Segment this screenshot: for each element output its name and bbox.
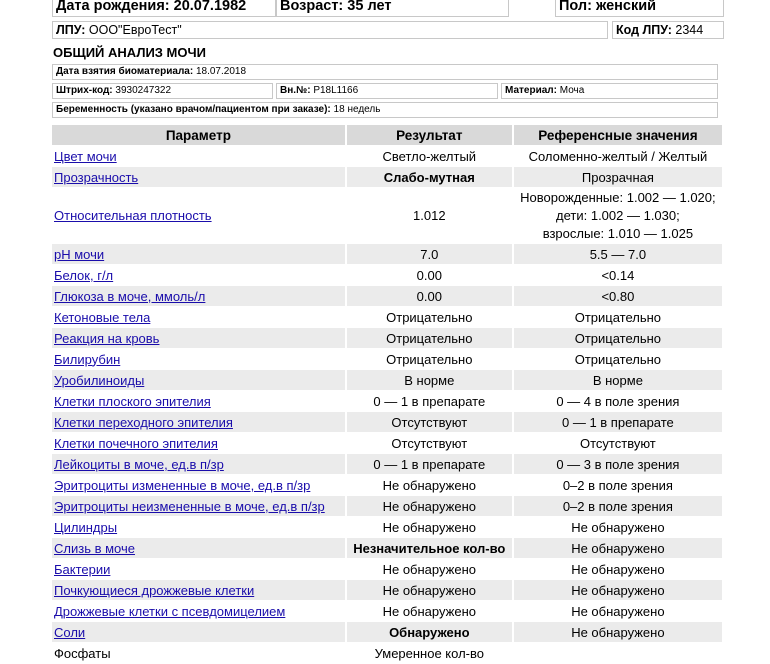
param-cell: [52, 146, 347, 166]
param-cell: [52, 188, 347, 243]
result-cell: Не обнаружено: [347, 559, 514, 579]
report-title: ОБЩИЙ АНАЛИЗ МОЧИ: [53, 45, 206, 60]
parameter-link[interactable]: pH мочи: [54, 246, 105, 262]
reference-line: взрослые: 1.010 — 1.025: [542, 225, 694, 241]
parameter-link[interactable]: Клетки почечного эпителия: [54, 435, 218, 451]
param-cell: [52, 244, 347, 264]
patient-age: Возраст: 35 лет: [276, 0, 509, 17]
table-row: [52, 391, 724, 411]
parameter-link[interactable]: Прозрачность: [54, 169, 139, 185]
result-cell: Не обнаружено: [347, 580, 514, 600]
parameter-label: Фосфаты: [54, 645, 111, 661]
result-cell: Не обнаружено: [347, 496, 514, 516]
barcode-value: 3930247322: [115, 85, 172, 96]
table-row: [52, 559, 724, 579]
result-cell: Не обнаружено: [347, 475, 514, 495]
lpu-field: [52, 21, 608, 39]
table-row: [52, 643, 724, 663]
reference-cell: Не обнаружено: [514, 622, 724, 642]
reference-cell: Не обнаружено: [514, 559, 724, 579]
param-cell: [52, 412, 347, 432]
table-row: [52, 475, 724, 495]
result-cell: 0.00: [347, 265, 514, 285]
material-value: Моча: [559, 85, 585, 96]
lpu-label: ЛПУ:: [56, 23, 86, 37]
param-cell: [52, 643, 347, 663]
parameter-link[interactable]: Эритроциты неизмененные в моче, ед.в п/зр: [54, 498, 325, 514]
param-cell: [52, 496, 347, 516]
reference-cell: Не обнаружено: [514, 538, 724, 558]
result-cell: 7.0: [347, 244, 514, 264]
param-cell: [52, 559, 347, 579]
parameter-link[interactable]: Цвет мочи: [54, 148, 117, 164]
reference-cell: 0 — 3 в поле зрения: [514, 454, 724, 474]
barcode-label: Штрих-код:: [56, 85, 113, 96]
reference-cell: 0 — 1 в препарате: [514, 412, 724, 432]
material-field: [501, 83, 718, 99]
internal-number-label: Вн.№:: [280, 85, 311, 96]
reference-cell: Отрицательно: [514, 307, 724, 327]
param-cell: [52, 475, 347, 495]
header-reference: Референсные значения: [514, 125, 724, 145]
patient-sex: Пол: женский: [555, 0, 724, 17]
parameter-link[interactable]: Клетки переходного эпителия: [54, 414, 233, 430]
result-cell: Отрицательно: [347, 349, 514, 369]
patient-info-row: [52, 0, 724, 17]
reference-cell: Не обнаружено: [514, 517, 724, 537]
header-parameter: Параметр: [52, 125, 347, 145]
result-cell: Слабо-мутная: [347, 167, 514, 187]
reference-cell: Прозрачная: [514, 167, 724, 187]
result-cell: Незначительное кол-во: [347, 538, 514, 558]
table-row: [52, 433, 724, 453]
reference-cell: В норме: [514, 370, 724, 390]
reference-cell: Отрицательно: [514, 349, 724, 369]
table-row: [52, 167, 724, 187]
result-cell: Не обнаружено: [347, 517, 514, 537]
param-cell: [52, 265, 347, 285]
reference-cell: 0–2 в поле зрения: [514, 475, 724, 495]
param-cell: [52, 433, 347, 453]
table-row: [52, 244, 724, 264]
table-row: [52, 349, 724, 369]
result-cell: Отрицательно: [347, 307, 514, 327]
table-row: [52, 580, 724, 600]
param-cell: [52, 538, 347, 558]
pregnancy-label: Беременность (указано врачом/пациентом при заказе):: [56, 104, 331, 115]
table-row: [52, 265, 724, 285]
table-header-row: [52, 125, 724, 145]
table-row: [52, 517, 724, 537]
pregnancy-field: [52, 102, 718, 118]
lpu-code-label: Код ЛПУ:: [616, 23, 672, 37]
parameter-link[interactable]: Эритроциты измененные в моче, ед.в п/зр: [54, 477, 311, 493]
reference-cell: Не обнаружено: [514, 580, 724, 600]
parameter-link[interactable]: Лейкоциты в моче, ед.в п/зр: [54, 456, 224, 472]
parameter-link[interactable]: Соли: [54, 624, 86, 640]
param-cell: [52, 601, 347, 621]
table-row: [52, 601, 724, 621]
param-cell: [52, 580, 347, 600]
table-row: [52, 622, 724, 642]
table-row: [52, 146, 724, 166]
param-cell: [52, 391, 347, 411]
parameter-link[interactable]: Уробилиноиды: [54, 372, 145, 388]
sample-date-value: 18.07.2018: [195, 66, 247, 77]
reference-cell: Отрицательно: [514, 328, 724, 348]
param-cell: [52, 370, 347, 390]
table-row: [52, 370, 724, 390]
sample-date-field: [52, 64, 718, 80]
result-cell: 1.012: [347, 188, 514, 243]
parameter-link[interactable]: Почкующиеся дрожжевые клетки: [54, 582, 255, 598]
parameter-link[interactable]: Билирубин: [54, 351, 121, 367]
birth-date: Дата рождения: 20.07.1982: [52, 0, 276, 17]
results-table: [52, 124, 724, 664]
result-cell: Умеренное кол-во: [347, 643, 514, 663]
header-result: Результат: [347, 125, 514, 145]
table-row: [52, 307, 724, 327]
parameter-link[interactable]: Белок, г/л: [54, 267, 114, 283]
result-cell: 0.00: [347, 286, 514, 306]
parameter-link[interactable]: Цилиндры: [54, 519, 118, 535]
parameter-link[interactable]: Реакция на кровь: [54, 330, 160, 346]
pregnancy-value: 18 недель: [333, 104, 381, 115]
reference-cell: 0 — 4 в поле зрения: [514, 391, 724, 411]
internal-number-value: P18L1166: [313, 85, 359, 96]
barcode-field: [52, 83, 273, 99]
result-cell: 0 — 1 в препарате: [347, 391, 514, 411]
reference-cell: Отсутствуют: [514, 433, 724, 453]
param-cell: [52, 517, 347, 537]
reference-line: дети: 1.002 — 1.030;: [556, 207, 680, 223]
reference-cell: 5.5 — 7.0: [514, 244, 724, 264]
param-cell: [52, 622, 347, 642]
parameter-link[interactable]: Дрожжевые клетки с псевдомицелием: [54, 603, 286, 619]
result-cell: Обнаружено: [347, 622, 514, 642]
table-row: [52, 328, 724, 348]
reference-line: Новорожденные: 1.002 — 1.020;: [520, 189, 716, 205]
parameter-link[interactable]: Клетки плоского эпителия: [54, 393, 211, 409]
param-cell: [52, 349, 347, 369]
sample-date-label: Дата взятия биоматериала:: [56, 66, 194, 77]
parameter-link[interactable]: Глюкоза в моче, ммоль/л: [54, 288, 206, 304]
result-cell: Не обнаружено: [347, 601, 514, 621]
parameter-link[interactable]: Кетоновые тела: [54, 309, 151, 325]
table-row: [52, 412, 724, 432]
internal-number-field: [276, 83, 498, 99]
result-cell: Светло-желтый: [347, 146, 514, 166]
reference-cell: [514, 643, 724, 663]
param-cell: [52, 454, 347, 474]
result-cell: В норме: [347, 370, 514, 390]
param-cell: [52, 307, 347, 327]
result-cell: Отсутствуют: [347, 433, 514, 453]
reference-cell: 0–2 в поле зрения: [514, 496, 724, 516]
reference-cell: [514, 188, 724, 243]
reference-cell: <0.80: [514, 286, 724, 306]
param-cell: [52, 167, 347, 187]
material-label: Материал:: [505, 85, 557, 96]
lpu-row: [52, 21, 724, 39]
parameter-link[interactable]: Относительная плотность: [54, 208, 212, 223]
lpu-code-field: [612, 21, 724, 39]
result-cell: Отрицательно: [347, 328, 514, 348]
result-cell: 0 — 1 в препарате: [347, 454, 514, 474]
lpu-code-value: 2344: [675, 23, 704, 37]
table-row: [52, 538, 724, 558]
lpu-value: ООО"ЕвроТест": [88, 23, 182, 37]
table-row: [52, 286, 724, 306]
result-cell: Отсутствуют: [347, 412, 514, 432]
table-row: [52, 496, 724, 516]
table-row: [52, 188, 724, 243]
param-cell: [52, 328, 347, 348]
reference-cell: <0.14: [514, 265, 724, 285]
table-row: [52, 454, 724, 474]
parameter-link[interactable]: Слизь в моче: [54, 540, 135, 556]
parameter-link[interactable]: Бактерии: [54, 561, 111, 577]
param-cell: [52, 286, 347, 306]
reference-cell: Соломенно-желтый / Желтый: [514, 146, 724, 166]
reference-cell: Не обнаружено: [514, 601, 724, 621]
